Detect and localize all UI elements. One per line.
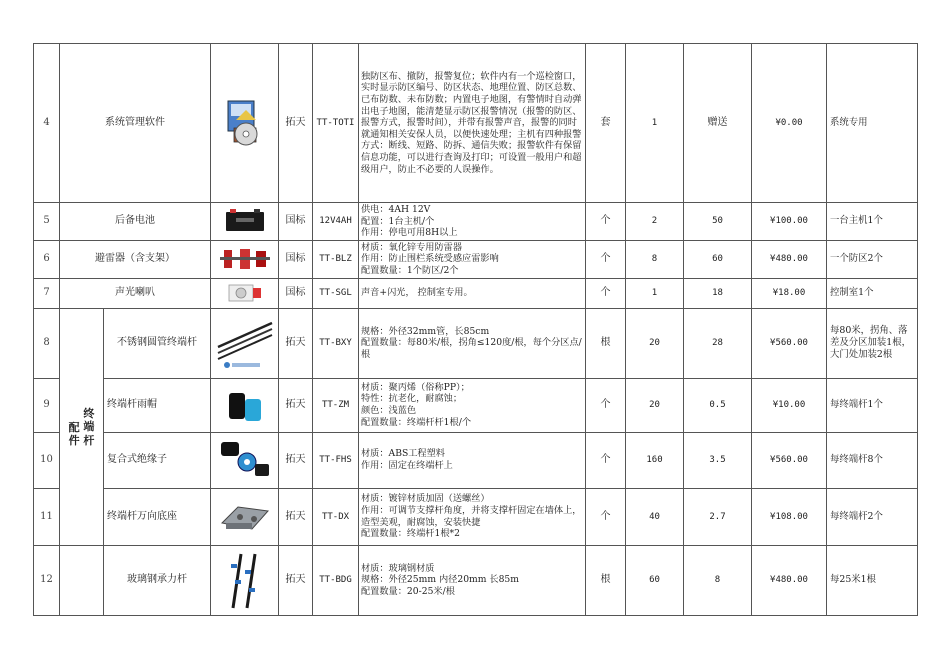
unit-price: 0.5 bbox=[684, 378, 752, 432]
origin: 国标 bbox=[279, 278, 313, 308]
description-line: 规格：外径25mm 内径20mm 长85m bbox=[361, 574, 519, 586]
total-price: ¥560.00 bbox=[752, 432, 827, 488]
item-description bbox=[359, 545, 586, 615]
remark: 一个防区2个 bbox=[827, 240, 918, 278]
model-code: TT-SGL bbox=[313, 278, 359, 308]
description-line: 供电：4AH 12V bbox=[361, 204, 431, 215]
total-price: ¥0.00 bbox=[752, 44, 827, 203]
description-line: 颜色：浅蓝色 bbox=[361, 405, 417, 417]
unit: 个 bbox=[586, 488, 626, 545]
item-name: 系统管理软件 bbox=[60, 44, 211, 203]
row-number: 8 bbox=[34, 308, 60, 378]
unit: 个 bbox=[586, 203, 626, 241]
item-name: 复合式绝缘子 bbox=[104, 432, 211, 488]
total-price: ¥108.00 bbox=[752, 488, 827, 545]
description-line: 作用：固定在终端杆上 bbox=[361, 460, 453, 472]
model-code: TT-BLZ bbox=[313, 240, 359, 278]
quantity: 160 bbox=[626, 432, 684, 488]
model-code: TT-FHS bbox=[313, 432, 359, 488]
row-number: 5 bbox=[34, 203, 60, 241]
description-line: 材质：玻璃钢材质 bbox=[361, 562, 435, 574]
description-line: 特性：抗老化，耐腐蚀； bbox=[361, 393, 463, 405]
group-spacer bbox=[60, 545, 104, 615]
description-line: 配置数量：终端杆1根*2 bbox=[361, 528, 460, 540]
item-name: 声光喇叭 bbox=[60, 278, 211, 308]
origin: 拓天 bbox=[279, 545, 313, 615]
table-row bbox=[34, 545, 918, 615]
description-line: 配置：1台主机/个 bbox=[361, 215, 435, 227]
description-line: 作用：停电可用8H以上 bbox=[361, 227, 458, 239]
description-line: 作用：可调节支撑杆角度，并将支撑杆固定在墙体上，造型美观，耐腐蚀，安装快捷 bbox=[361, 504, 582, 528]
table-row bbox=[34, 203, 918, 241]
item-name: 不锈钢圆管终端杆 bbox=[104, 308, 211, 378]
remark: 系统专用 bbox=[827, 44, 918, 203]
description-line: 材质：镀锌材质加固（送螺丝） bbox=[361, 493, 490, 505]
battery-icon bbox=[211, 203, 279, 241]
quantity: 20 bbox=[626, 378, 684, 432]
unit: 个 bbox=[586, 240, 626, 278]
total-price: ¥18.00 bbox=[752, 278, 827, 308]
table-row bbox=[34, 278, 918, 308]
remark: 控制室1个 bbox=[827, 278, 918, 308]
unit-price: 18 bbox=[684, 278, 752, 308]
item-name: 避雷器（含支架） bbox=[60, 240, 211, 278]
item-description bbox=[359, 44, 586, 203]
model-code: TT-BXY bbox=[313, 308, 359, 378]
row-number: 9 bbox=[34, 378, 60, 432]
universal-base-icon bbox=[211, 488, 279, 545]
row-number: 4 bbox=[34, 44, 60, 203]
remark: 每80米，拐角、落差及分区加装1根，大门处加装2根 bbox=[827, 308, 918, 378]
remark: 每25米1根 bbox=[827, 545, 918, 615]
table-row bbox=[34, 240, 918, 278]
rain-cap-icon bbox=[211, 378, 279, 432]
item-description bbox=[359, 278, 586, 308]
description-line: 材质：聚丙烯（俗称PP）； bbox=[361, 381, 470, 393]
item-description bbox=[359, 432, 586, 488]
insulator-icon bbox=[211, 432, 279, 488]
item-description bbox=[359, 203, 586, 241]
table-row bbox=[34, 308, 918, 378]
remark: 每终端杆1个 bbox=[827, 378, 918, 432]
unit-price: 2.7 bbox=[684, 488, 752, 545]
item-description bbox=[359, 488, 586, 545]
model-code: TT-DX bbox=[313, 488, 359, 545]
description-line: 配置数量：终端杆杆1根/个 bbox=[361, 416, 472, 428]
software-installer-icon bbox=[211, 44, 279, 203]
origin: 拓天 bbox=[279, 432, 313, 488]
item-name: 玻璃钢承力杆 bbox=[104, 545, 211, 615]
quantity: 20 bbox=[626, 308, 684, 378]
description-line: 作用：防止围栏系统受感应雷影响 bbox=[361, 253, 499, 265]
quotation-table bbox=[33, 43, 918, 616]
table-row bbox=[34, 44, 918, 203]
unit-price: 赠送 bbox=[684, 44, 752, 203]
item-name: 终端杆万向底座 bbox=[104, 488, 211, 545]
fiberglass-pole-icon bbox=[211, 545, 279, 615]
row-number: 11 bbox=[34, 488, 60, 545]
remark: 每终端杆8个 bbox=[827, 432, 918, 488]
quantity: 2 bbox=[626, 203, 684, 241]
unit-price: 3.5 bbox=[684, 432, 752, 488]
model-code: TT-BDG bbox=[313, 545, 359, 615]
item-name: 后备电池 bbox=[60, 203, 211, 241]
origin: 拓天 bbox=[279, 44, 313, 203]
description-line: 声音+闪光， 控制室专用。 bbox=[361, 287, 473, 299]
quantity: 1 bbox=[626, 44, 684, 203]
group-label-char: 杆 bbox=[83, 433, 95, 447]
row-number: 12 bbox=[34, 545, 60, 615]
quantity: 1 bbox=[626, 278, 684, 308]
row-number: 6 bbox=[34, 240, 60, 278]
unit: 根 bbox=[586, 545, 626, 615]
description-line: 规格：外径32mm管，长85cm bbox=[361, 325, 490, 337]
quantity: 60 bbox=[626, 545, 684, 615]
description-line: 独防区布、撤防，报警复位；软件内有一个巡检窗口，实时显示防区编号、防区状态、地理位置、防区总数、已布防数、未布防数；内置电子地图，有警情时自动弹出电子地图，能清楚显示防区报警情况（报警的防区、报警方式，报警时间），并带有报警声音，报警的同时就通知相关安保人员，以便快速处理；主机有四种报警方式：断线、短路、防拆、通信失败；报警软件有保留信息功能，可以进行查询及打印；可设置一般用户和超级用户，防止不必要的人误操作。 bbox=[361, 70, 582, 175]
lightning-arrester-icon bbox=[211, 240, 279, 278]
total-price: ¥560.00 bbox=[752, 308, 827, 378]
item-description bbox=[359, 240, 586, 278]
total-price: ¥480.00 bbox=[752, 240, 827, 278]
unit: 个 bbox=[586, 432, 626, 488]
unit: 个 bbox=[586, 278, 626, 308]
remark: 每终端杆2个 bbox=[827, 488, 918, 545]
unit-price: 60 bbox=[684, 240, 752, 278]
group-label-char: 件 bbox=[68, 434, 80, 448]
origin: 拓天 bbox=[279, 488, 313, 545]
table-row bbox=[34, 432, 918, 488]
description-line: 材质：氧化锌专用防雷器 bbox=[361, 241, 463, 253]
group-label-char: 终 bbox=[83, 406, 95, 420]
description-line: 配置数量：1个防区/2个 bbox=[361, 264, 459, 276]
unit-price: 28 bbox=[684, 308, 752, 378]
total-price: ¥480.00 bbox=[752, 545, 827, 615]
description-line: 配置数量：每80米/根，拐角≤120度/根，每个分区点/根 bbox=[361, 337, 582, 360]
row-number: 10 bbox=[34, 432, 60, 488]
total-price: ¥100.00 bbox=[752, 203, 827, 241]
origin: 国标 bbox=[279, 240, 313, 278]
table-row bbox=[34, 488, 918, 545]
group-label-char: 配 bbox=[68, 420, 80, 434]
group-label bbox=[60, 308, 104, 545]
item-description bbox=[359, 308, 586, 378]
unit-price: 8 bbox=[684, 545, 752, 615]
siren-icon bbox=[211, 278, 279, 308]
remark: 一台主机1个 bbox=[827, 203, 918, 241]
unit-price: 50 bbox=[684, 203, 752, 241]
unit: 根 bbox=[586, 308, 626, 378]
origin: 拓天 bbox=[279, 308, 313, 378]
model-code: TT-TOTI bbox=[313, 44, 359, 203]
item-name: 终端杆雨帽 bbox=[104, 378, 211, 432]
steel-pole-icon bbox=[211, 308, 279, 378]
unit: 个 bbox=[586, 378, 626, 432]
model-code: TT-ZM bbox=[313, 378, 359, 432]
origin: 国标 bbox=[279, 203, 313, 241]
group-label-char: 端 bbox=[83, 420, 95, 434]
unit: 套 bbox=[586, 44, 626, 203]
item-description bbox=[359, 378, 586, 432]
row-number: 7 bbox=[34, 278, 60, 308]
quantity: 8 bbox=[626, 240, 684, 278]
total-price: ¥10.00 bbox=[752, 378, 827, 432]
description-line: 配置数量：20-25米/根 bbox=[361, 585, 455, 597]
model-code: 12V4AH bbox=[313, 203, 359, 241]
origin: 拓天 bbox=[279, 378, 313, 432]
description-line: 材质：ABS工程塑料 bbox=[361, 448, 445, 460]
table-row bbox=[34, 378, 918, 432]
quantity: 40 bbox=[626, 488, 684, 545]
